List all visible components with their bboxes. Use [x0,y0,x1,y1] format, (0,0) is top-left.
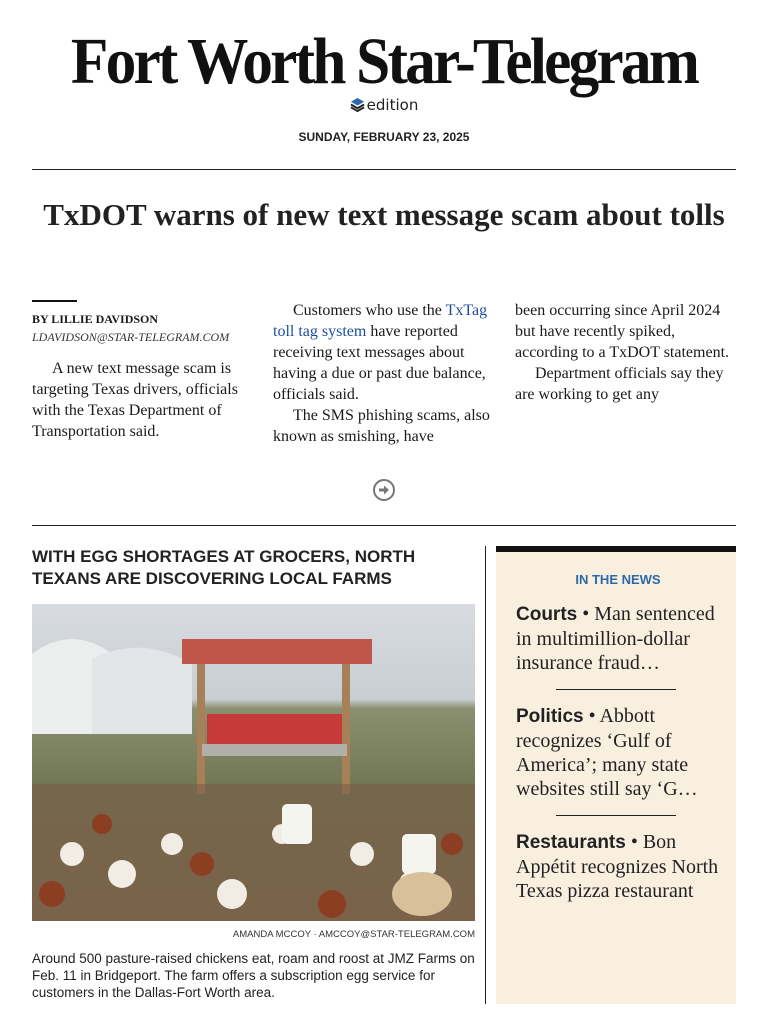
masthead-logo[interactable]: Fort Worth Star-Telegram [70,25,698,98]
second-headline[interactable]: WITH EGG SHORTAGES AT GROCERS, NORTH TEXANS ARE DISCOVERING LOCAL FARMS [32,547,416,588]
txtag-link[interactable]: TxTag toll tag system [273,302,488,340]
photo-credit: AMANDA MCCOY · AMCCOY@STAR-TELEGRAM.COM [232,929,475,940]
paragraph [273,300,495,405]
arrow-right-circle-icon [378,484,390,496]
news-item[interactable]: Courts • Man sentenced in multimillion-dollar insurance fraud… [516,603,715,674]
article-column-3 [515,300,737,405]
text: have reported receiving text messages about having a due or past due balance, officials said. [273,323,486,403]
paragraph: The SMS phishing scams, also known as smishing, have [273,407,490,445]
divider [556,689,676,690]
byline: BY LILLIE DAVIDSON [32,312,159,326]
news-section: Restaurants [516,832,626,853]
column-divider [485,546,486,1004]
news-text: Abbott recognizes ‘Gulf of America’; many state websites still say ‘G… [516,705,698,800]
paragraph: A new text message scam is targeting Texas drivers, officials with the Texas Department of Transportation said. [32,360,238,440]
edition-label [0,96,768,114]
news-text: Man sentenced in multimillion-dollar insurance fraud… [516,603,715,674]
continue-button[interactable] [373,479,395,501]
paragraph: been occurring since April 2024 but have recently spiked, according to a TxDOT statement. [515,302,730,361]
article-column-1 [32,358,254,442]
in-the-news-panel [496,546,736,1004]
article-column-2 [273,300,495,447]
byline-email[interactable]: LDAVIDSON@STAR-TELEGRAM.COM [32,330,230,344]
news-section: Politics [516,706,584,727]
news-text: Bon Appétit recognizes North Texas pizza restaurant [516,831,719,902]
news-item[interactable]: Restaurants • Bon Appétit recognizes North Texas pizza restaurant [516,831,719,902]
edition-text: edition [366,96,419,114]
edition-date: SUNDAY, FEBRUARY 23, 2025 [298,130,470,144]
divider [32,525,736,526]
divider [32,169,736,170]
chicken-farm-image [32,604,475,921]
layers-icon [350,97,365,112]
news-section: Courts [516,604,578,625]
byline-rule [32,300,77,302]
masthead [0,25,768,145]
news-item[interactable]: Politics • Abbott recognizes ‘Gulf of America’; many state websites still say ‘G… [516,705,698,800]
paragraph: Department officials say they are working to get any [515,365,724,403]
story-photo[interactable] [32,604,475,921]
text: Customers who use the [293,302,446,319]
divider [556,815,676,816]
lead-headline[interactable]: TxDOT warns of new text message scam about tolls [43,197,725,232]
photo-caption: Around 500 pasture-raised chickens eat, roam and roost at JMZ Farms on Feb. 11 in Bridgeport. The farm offers a subscription egg service for customers in the Dallas-Fort Worth area. [32,951,475,1000]
in-the-news-title: IN THE NEWS [575,572,661,587]
